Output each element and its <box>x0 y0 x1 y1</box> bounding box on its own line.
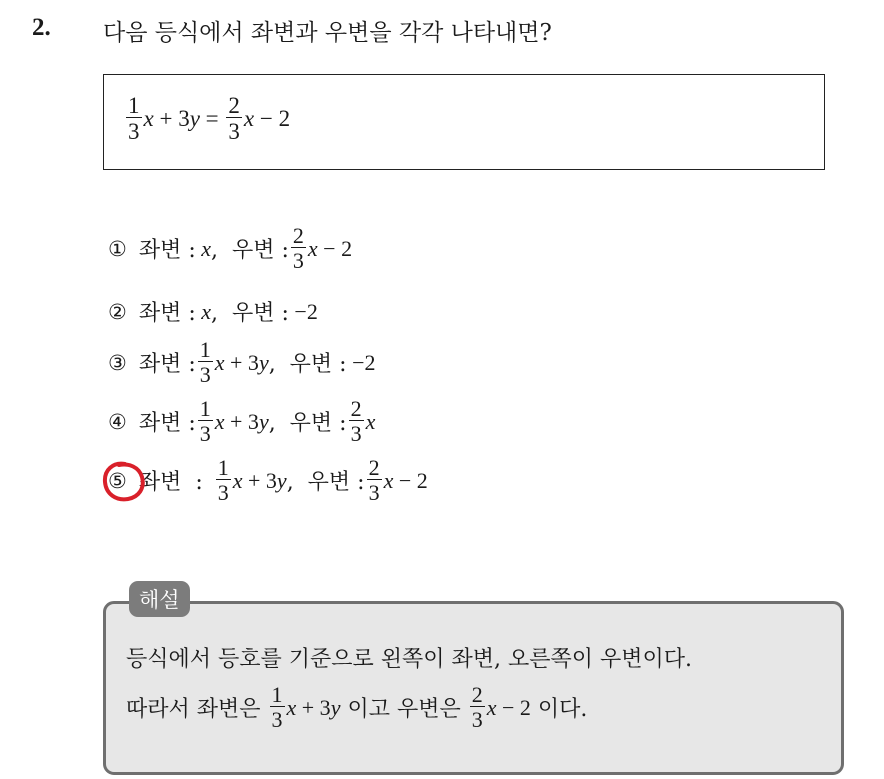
question-text: 다음 등식에서 좌변과 우변을 각각 나타내면? <box>103 20 552 46</box>
choice-number: ③ <box>108 350 127 375</box>
explanation-tag: 해설 <box>129 581 190 617</box>
answer-circle-mark <box>101 459 149 505</box>
choice-number: ④ <box>108 409 127 434</box>
choice-3[interactable]: ③ 좌변 : $\frac{1}{3}$ x + 3 y , 우변 : −2 <box>108 337 376 387</box>
explanation-line-1: 등식에서 등호를 기준으로 왼쪽이 좌변, 오른쪽이 우변이다. <box>126 647 692 672</box>
choice-fraction: $\frac{2}{3}$ <box>368 455 380 505</box>
choice-1[interactable]: ① 좌변 : x , 우변 : $\frac{2}{3}$ x − 2 <box>108 223 353 273</box>
choice-2[interactable]: ② 좌변 : x , 우변 : −2 <box>108 298 318 326</box>
explanation-fraction: $\frac{2}{3}$ <box>471 682 483 732</box>
choice-number: ② <box>108 299 127 324</box>
equation: $\frac{1}{3}$ x + 3 y = $\frac{2}{3}$ x − 2 <box>128 93 291 144</box>
choice-number: ① <box>108 236 127 261</box>
explanation-line-2: 따라서 좌변은 $\frac{1}{3}$ x + 3 y 이고 우변은 $\frac{2}{3}$ x − 2 이다. <box>126 682 588 732</box>
choice-fraction: $\frac{2}{3}$ <box>350 396 362 446</box>
explanation-fraction: $\frac{1}{3}$ <box>271 682 283 732</box>
choice-5[interactable]: ⑤ 좌변 : $\frac{1}{3}$ x + 3 y , 우변 : $\frac{2}{3}$ x − 2 <box>108 455 428 505</box>
choice-fraction: $\frac{1}{3}$ <box>199 396 211 446</box>
choice-fraction: $\frac{1}{3}$ <box>199 337 211 387</box>
equation-fraction-left: $\frac{1}{3}$ <box>128 93 140 144</box>
choice-fraction: $\frac{2}{3}$ <box>292 223 304 273</box>
choice-number: ⑤ <box>108 468 127 493</box>
question-number: 2. <box>32 14 51 41</box>
choice-4[interactable]: ④ 좌변 : $\frac{1}{3}$ x + 3 y , 우변 : $\frac{2}{3}$ x <box>108 396 376 446</box>
equation-fraction-right: $\frac{2}{3}$ <box>228 93 240 144</box>
choice-fraction: $\frac{1}{3}$ <box>217 455 229 505</box>
